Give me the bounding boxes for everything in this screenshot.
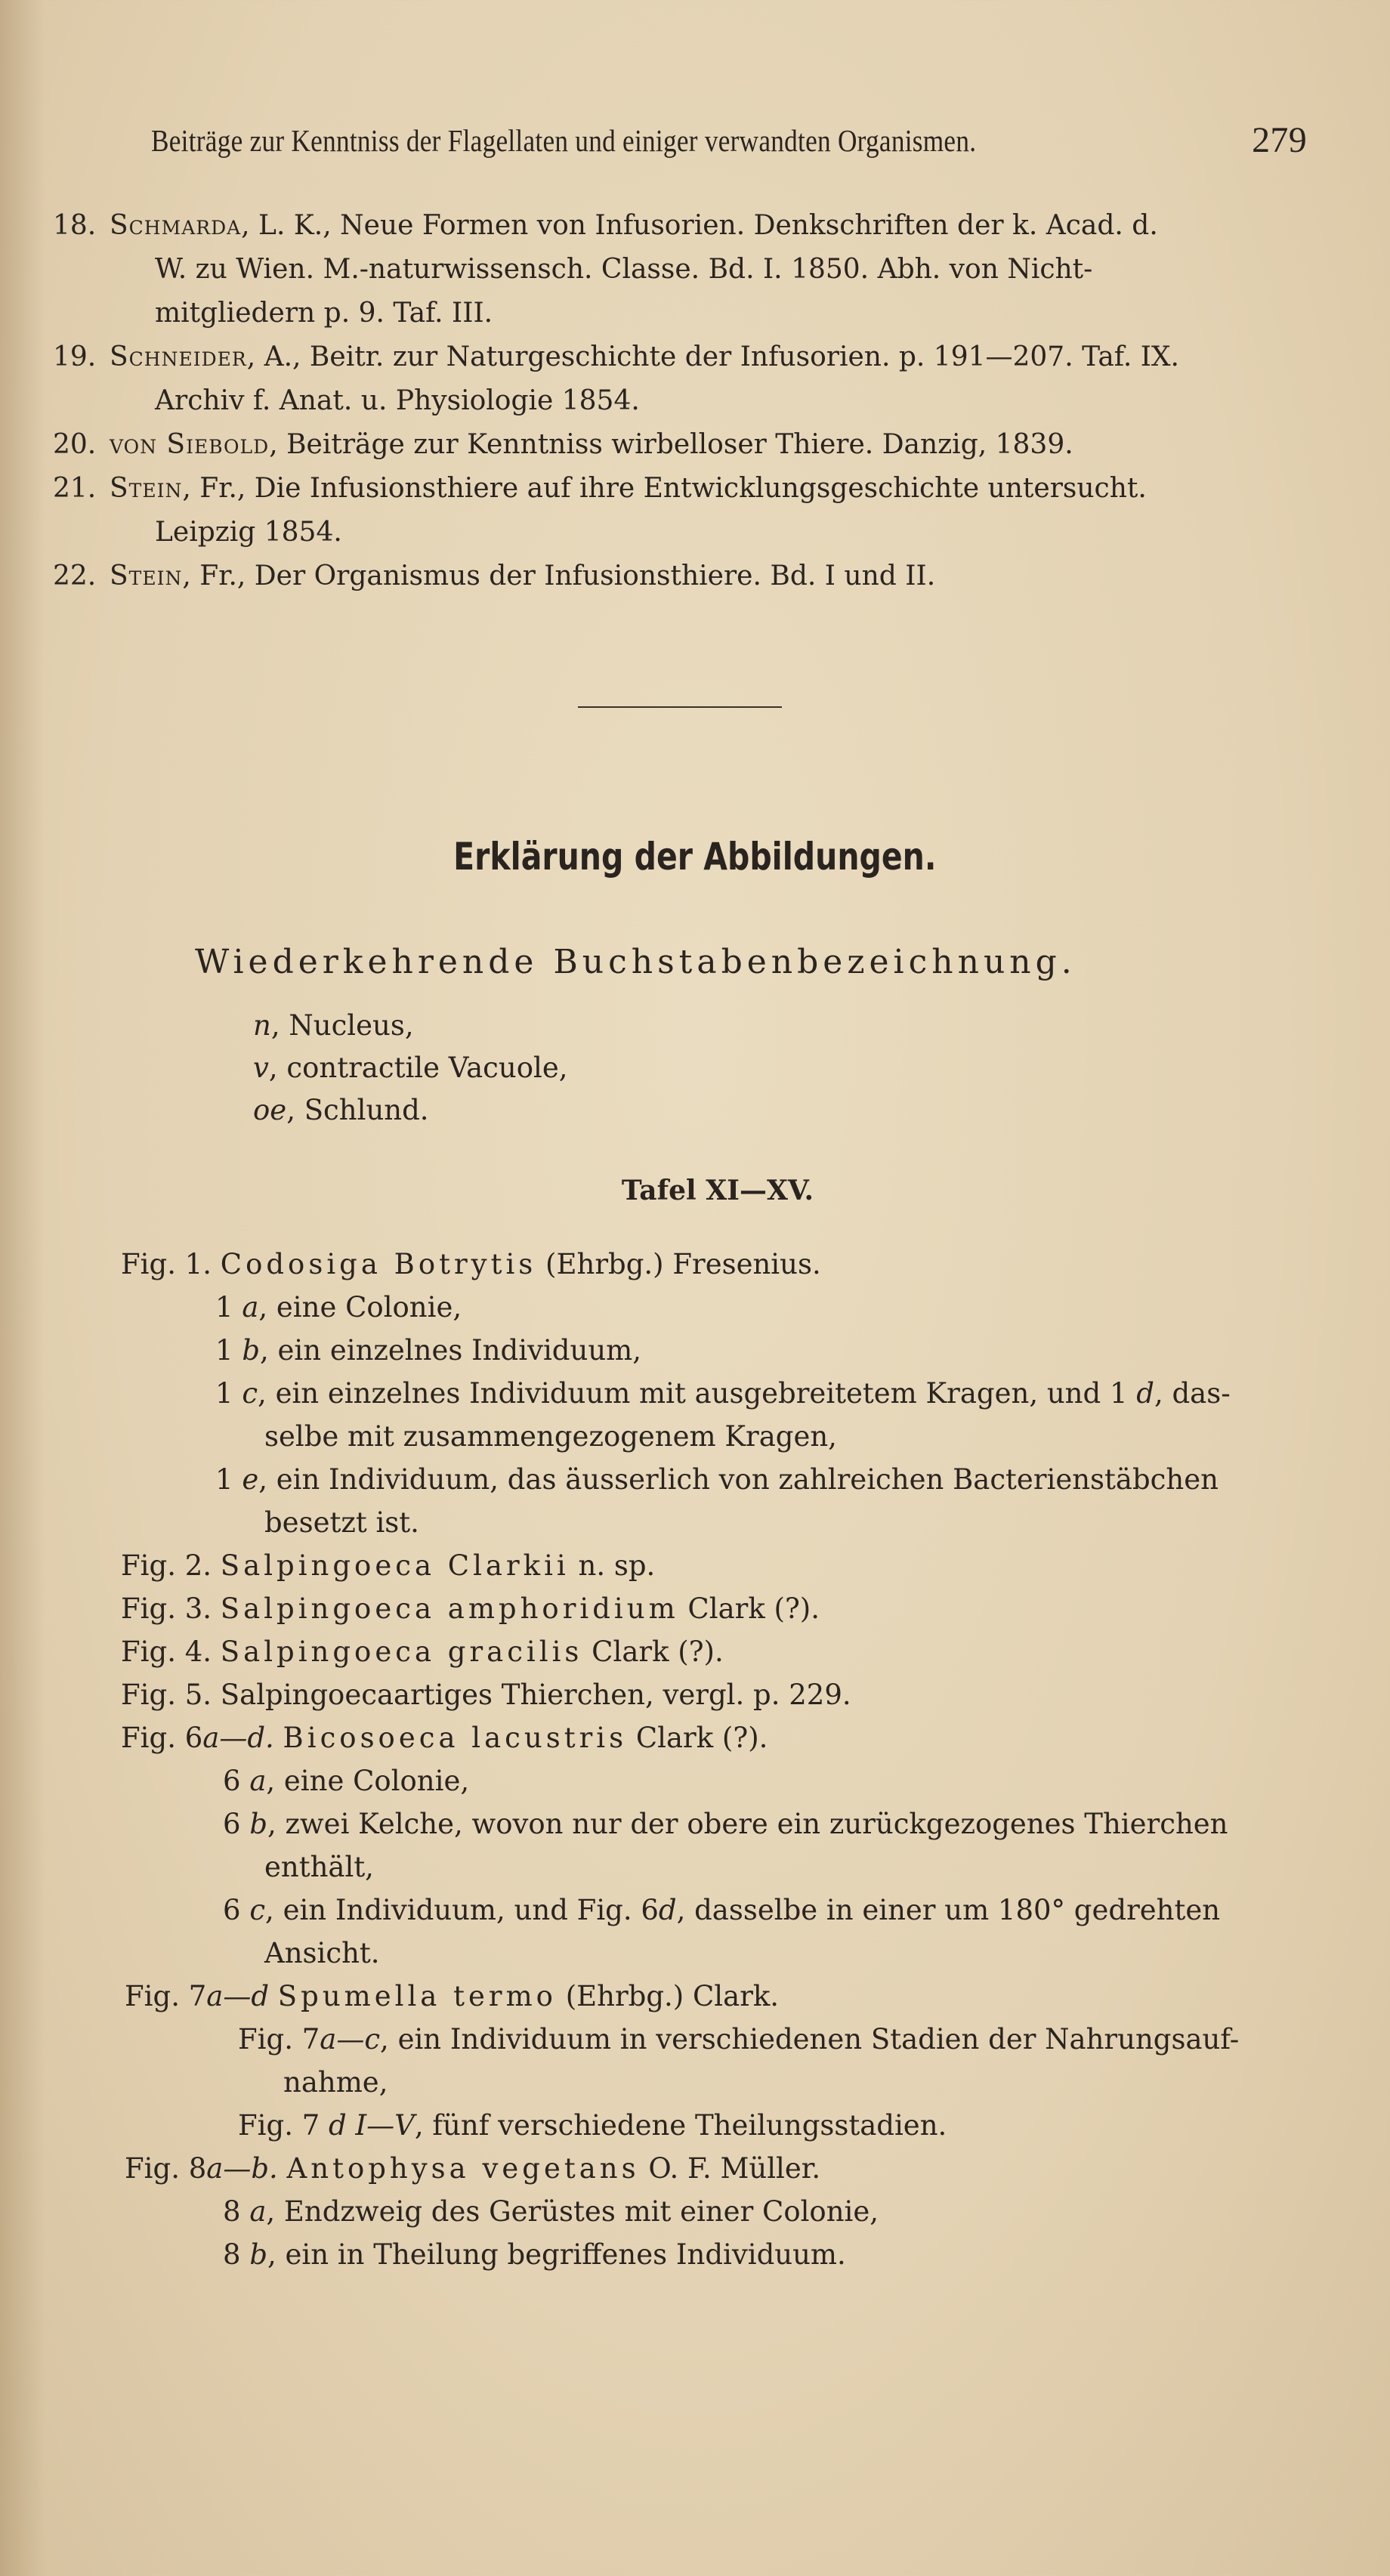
subfigure-number: 8 — [223, 2195, 250, 2228]
reference-author: Schneider — [110, 341, 247, 372]
subfigure-text: , fünf verschiedene Theilungsstadien. — [414, 2109, 947, 2142]
subfigure-letter: a — [242, 1291, 259, 1324]
subfigure-text: , eine Colonie, — [266, 1765, 470, 1797]
subfigure-letter: b — [249, 2238, 267, 2271]
figure-label: Fig. 2. — [121, 1549, 212, 1582]
figure-range: a—d. — [202, 1722, 274, 1754]
figure-text: n. sp. — [569, 1549, 656, 1582]
figure-entry — [121, 1630, 1330, 1673]
reference-number: 20. — [53, 429, 97, 460]
subfigure-number: Fig. 7 — [238, 2023, 320, 2056]
figure-subentry — [121, 1759, 1330, 1802]
figure-subentry — [121, 1889, 1330, 1932]
figure-label: Fig. 4. — [121, 1635, 212, 1668]
subfigure-text: , ein einzelnes Individuum mit ausgebreitetem Kragen, und 1 — [258, 1377, 1137, 1410]
figure-text: Salpingoecaartiges Thierchen, vergl. p. 229. — [220, 1679, 851, 1711]
subfigure-text: , eine Colonie, — [258, 1291, 462, 1324]
reference-number: 18. — [53, 210, 97, 241]
figure-text: Clark (?). — [627, 1722, 768, 1754]
reference-text: , Beiträge zur Kenntniss wirbelloser Thiere. Danzig, 1839. — [269, 429, 1073, 460]
subfigure-text: , dasselbe in einer um 180° gedrehten — [676, 1894, 1221, 1926]
running-title: Beiträge zur Kenntniss der Flagellaten und einiger verwandten Organismen. — [151, 123, 977, 158]
figure-text: (Ehrbg.) Fresenius. — [536, 1248, 821, 1280]
legend-item — [253, 1047, 568, 1089]
figure-entry — [121, 1673, 1330, 1716]
subfigure-letter: a—c — [320, 2023, 381, 2056]
legend-item — [253, 1005, 568, 1047]
figure-subentry — [121, 2018, 1330, 2061]
figure-label: Fig. 6 — [121, 1722, 203, 1754]
plate-title: Tafel XI—XV. — [621, 1175, 814, 1206]
subfigure-letter: e — [242, 1463, 259, 1496]
reference-item — [0, 554, 1322, 598]
figure-entry — [121, 1587, 1330, 1630]
figure-text: (Ehrbg.) Clark. — [556, 1980, 780, 2012]
subfigure-letter: d I—V — [329, 2109, 415, 2142]
subfigure-number: 6 — [223, 1894, 250, 1926]
figure-entry — [121, 2147, 1330, 2190]
figure-entry — [121, 1544, 1330, 1587]
subfigure-text: , ein Individuum, das äusserlich von zahlreichen Bacterienstäbchen — [258, 1463, 1219, 1496]
figure-continuation: selbe mit zusammengezogenem Kragen, — [264, 1420, 837, 1453]
subfigure-letter: d — [658, 1894, 677, 1926]
section-heading-text: Erklärung der Abbildungen. — [453, 835, 937, 879]
figure-continuation: besetzt ist. — [264, 1506, 419, 1539]
reference-text: Leipzig 1854. — [155, 517, 342, 548]
subfigure-letter: b — [249, 1808, 267, 1840]
figure-continuation: Ansicht. — [264, 1937, 380, 1969]
subfigure-letter: c — [249, 1894, 266, 1926]
legend-letter: oe — [253, 1094, 287, 1126]
reference-item — [0, 467, 1322, 554]
section-heading — [0, 835, 1390, 879]
legend-text: , Schlund. — [286, 1094, 429, 1126]
legend-item — [253, 1089, 568, 1132]
figure-label: Fig. 3. — [121, 1592, 212, 1625]
reference-author: Stein — [110, 561, 183, 591]
reference-author: von Siebold — [110, 429, 270, 460]
reference-item — [0, 204, 1322, 335]
figure-subentry — [121, 2233, 1330, 2276]
figure-range: a—b. — [206, 2152, 278, 2185]
subfigure-text: , ein Individuum, und Fig. 6 — [265, 1894, 659, 1926]
reference-text: , Fr., Die Infusionsthiere auf ihre Entwicklungsgeschichte untersucht. — [182, 473, 1147, 504]
reference-text: W. zu Wien. M.-naturwissensch. Classe. Bd. I. 1850. Abh. von Nicht- — [155, 254, 1093, 285]
reference-text: , A., Beitr. zur Naturgeschichte der Infusorien. p. 191—207. Taf. IX. — [246, 341, 1180, 372]
reference-author: Stein — [110, 473, 183, 504]
subfigure-number: 1 — [215, 1334, 242, 1367]
figure-text: Clark (?). — [678, 1592, 820, 1625]
reference-text: , Fr., Der Organismus der Infusionsthiere. Bd. I und II. — [182, 561, 936, 591]
subfigure-number: 6 — [223, 1808, 250, 1840]
subfigure-text: , ein in Theilung begriffenes Individuum. — [267, 2238, 846, 2271]
reference-text: mitgliedern p. 9. Taf. III. — [155, 298, 493, 329]
reference-item — [0, 335, 1322, 423]
subfigure-letter: d — [1136, 1377, 1154, 1410]
subfigure-number: 1 — [215, 1377, 242, 1410]
reference-list — [53, 204, 1322, 598]
species-name: Salpingoeca gracilis — [220, 1635, 583, 1668]
figure-subentry — [121, 1329, 1330, 1372]
figure-subentry — [121, 1372, 1330, 1415]
subfigure-letter: a — [249, 2195, 267, 2228]
figure-explanations — [121, 1243, 1330, 2276]
legend-text: , Nucleus, — [270, 1009, 414, 1042]
figure-subentry — [121, 1286, 1330, 1329]
species-name: Salpingoeca amphoridium — [220, 1592, 679, 1625]
subfigure-number: 6 — [223, 1765, 250, 1797]
subfigure-number: 1 — [215, 1463, 242, 1496]
figure-entry — [121, 1975, 1330, 2018]
figure-text: O. F. Müller. — [639, 2152, 821, 2185]
figure-entry — [121, 1716, 1330, 1759]
figure-range: a—d — [206, 1980, 270, 2012]
reference-number: 22. — [53, 561, 97, 591]
subfigure-letter: a — [249, 1765, 267, 1797]
species-name: Antophysa vegetans — [286, 2152, 640, 2185]
figure-subentry — [121, 2190, 1330, 2233]
figure-text: Clark (?). — [582, 1635, 724, 1668]
subfigure-letter: c — [242, 1377, 258, 1410]
subfigure-number: Fig. 7 — [238, 2109, 329, 2142]
legend-letter: v — [253, 1052, 269, 1084]
reference-item — [0, 423, 1322, 467]
figure-label: Fig. 1. — [121, 1248, 212, 1280]
subfigure-letter: b — [242, 1334, 260, 1367]
reference-author: Schmarda — [110, 210, 242, 241]
figure-subentry — [121, 2104, 1330, 2147]
species-name: Codosiga Botrytis — [220, 1248, 537, 1280]
figure-label: Fig. 8 — [125, 2152, 207, 2185]
figure-subentry — [121, 1458, 1330, 1501]
subfigure-text: , ein einzelnes Individuum, — [260, 1334, 641, 1367]
species-name: Spumella termo — [277, 1980, 557, 2012]
figure-entry — [121, 1243, 1330, 1286]
subfigure-number: 1 — [215, 1291, 242, 1324]
running-head — [151, 122, 1307, 168]
species-name: Salpingoeca Clarkii — [220, 1549, 570, 1582]
subfigure-number: 8 — [223, 2238, 250, 2271]
figure-continuation: enthält, — [264, 1851, 374, 1883]
legend-letter: n — [253, 1009, 271, 1042]
section-divider — [578, 706, 782, 708]
subfigure-text: , zwei Kelche, wovon nur der obere ein zurückgezogenes Thierchen — [267, 1808, 1228, 1840]
legend-text: , contractile Vacuole, — [268, 1052, 568, 1084]
figure-label: Fig. 5. — [121, 1679, 212, 1711]
figure-label: Fig. 7 — [125, 1980, 207, 2012]
subfigure-text: , Endzweig des Gerüstes mit einer Colonie, — [266, 2195, 879, 2228]
reference-text: Archiv f. Anat. u. Physiologie 1854. — [155, 385, 640, 416]
letter-legend — [253, 1005, 568, 1132]
subfigure-text: , ein Individuum in verschiedenen Stadien der Nahrungsauf- — [380, 2023, 1240, 2056]
page-number: 279 — [1252, 120, 1307, 160]
figure-subentry — [121, 1802, 1330, 1846]
species-name: Bicosoeca lacustris — [283, 1722, 628, 1754]
section-subheading: Wiederkehrende Buchstabenbezeichnung. — [195, 943, 1076, 981]
figure-continuation: nahme, — [283, 2066, 388, 2099]
subfigure-text: , das- — [1154, 1377, 1231, 1410]
reference-text: , L. K., Neue Formen von Infusorien. Denkschriften der k. Acad. d. — [241, 210, 1158, 241]
reference-number: 21. — [53, 473, 97, 504]
reference-number: 19. — [53, 341, 97, 372]
